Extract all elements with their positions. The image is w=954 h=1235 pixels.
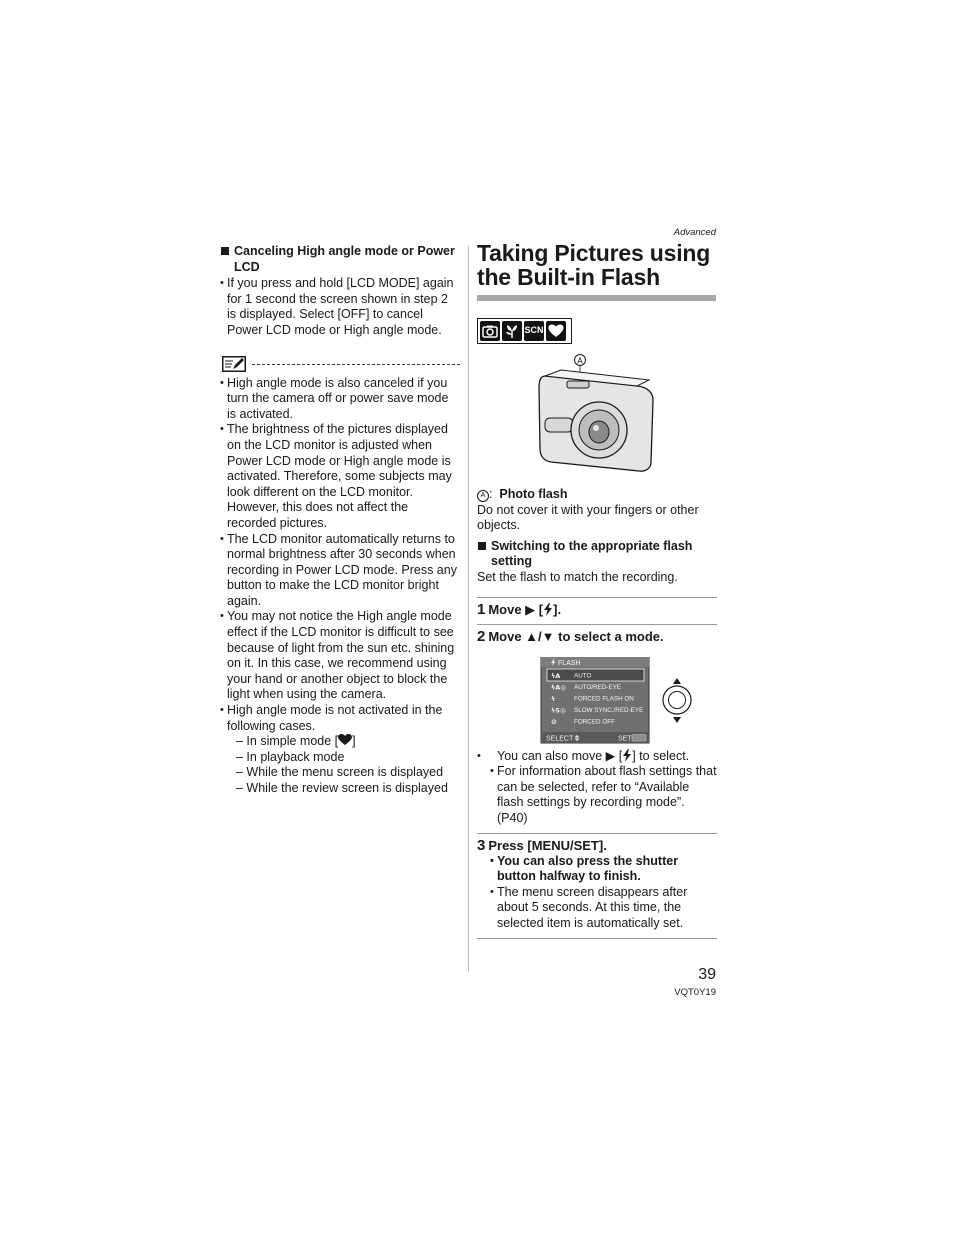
flash-icon <box>622 749 632 762</box>
camera-drawing <box>477 350 717 484</box>
menu-item-label[interactable]: FORCED OFF <box>574 718 615 726</box>
section-tag: Advanced <box>673 227 716 238</box>
menu-footer-set: SET <box>618 735 632 743</box>
dashed-rule <box>252 364 460 365</box>
step-2 <box>477 624 717 645</box>
case-item: – While the menu screen is displayed <box>236 765 444 780</box>
cancel-heading: Canceling High angle mode or Power LCD <box>220 244 460 275</box>
title-line-1: Taking Pictures using <box>477 240 711 266</box>
step-3 <box>477 833 717 854</box>
document-code: VQT0Y19 <box>674 987 716 998</box>
title-line-2: the Built-in Flash <box>477 264 660 290</box>
camera-mode-icon <box>480 321 500 341</box>
mode-icons-row <box>477 318 572 344</box>
menu-footer-select: SELECT <box>546 735 574 743</box>
callout-a-label: A <box>577 356 583 366</box>
right-column <box>477 241 717 939</box>
column-divider <box>468 246 469 972</box>
step-1-number: 1 <box>477 600 486 618</box>
menu-title: FLASH <box>558 659 581 667</box>
note-item: • The LCD monitor automatically returns to normal brightness after 30 seconds when recording in Power LCD mode. Press any button to make the LCD monitor bright again. <box>220 532 460 610</box>
case-item <box>220 734 460 750</box>
note-item: • High angle mode is also canceled if you turn the camera off or power save mode is activated. <box>220 376 460 423</box>
note-pencil-icon <box>222 356 246 372</box>
menu-item-icon: ϟ <box>551 694 556 703</box>
step-2-text: Move ▲/▼ to select a mode. <box>488 628 664 644</box>
menu-item-icon: ϟS◎ <box>551 706 566 715</box>
step-2-bullet-1 <box>477 749 717 765</box>
case-text-close: ] <box>352 734 356 749</box>
step-3-bottom-rule <box>477 938 717 939</box>
photo-flash-label: Photo flash <box>499 487 568 501</box>
page-title <box>477 241 717 289</box>
switch-heading: Switching to the appropriate flash setting <box>477 539 717 570</box>
menu-item-label[interactable]: AUTO <box>574 672 592 680</box>
step-3-text: Press [MENU/SET]. <box>488 837 607 853</box>
step-1-text: Move ▶ [ <box>488 601 544 617</box>
callout-a-marker: A <box>477 490 489 502</box>
cancel-bullet: • If you press and hold [LCD MODE] again for 1 second the screen shown in step 2 is displayed. Select [OFF] to cancel Power LCD mode or High angle mode. <box>220 276 460 338</box>
menu-item-label[interactable]: SLOW SYNC./RED-EYE <box>574 706 644 714</box>
case-item: – In playback mode <box>236 749 345 764</box>
step-3-number: 3 <box>477 836 486 854</box>
step-2-bullet-2: • For information about flash settings that can be selected, refer to “Available flash settings by recording mode”. (P40) <box>490 764 717 826</box>
menu-item-icon: ϟA◎ <box>551 683 566 692</box>
switch-desc: Set the flash to match the recording. <box>477 569 678 584</box>
step-3-bullet-2: • The menu screen disappears after about 5 seconds. At this time, the selected item is automatically set. <box>490 885 717 932</box>
flash-menu-screen <box>477 657 717 747</box>
simple-mode-icon <box>546 321 566 341</box>
menu-item-icon: ⊘ <box>551 717 557 726</box>
note-item: • High angle mode is not activated in the following cases. <box>220 703 460 734</box>
macro-mode-icon <box>502 321 522 341</box>
cursor-pad-icon <box>663 678 691 723</box>
photo-flash-caption: A : Photo flash <box>477 487 717 503</box>
menu-set-button-icon <box>632 734 646 741</box>
step-1 <box>477 597 717 618</box>
step-2-bullet-1-text: You can also move ▶ [ <box>497 748 623 763</box>
step-2-number: 2 <box>477 627 486 645</box>
menu-item-label[interactable]: AUTO/RED-EYE <box>574 683 622 691</box>
scn-mode-icon: SCN <box>524 321 544 341</box>
step-2-bullet-1-text-close: ] to select. <box>632 748 690 763</box>
menu-item-icon: ϟA <box>551 671 561 680</box>
note-item: • The brightness of the pictures displayed on the LCD monitor is adjusted when Power LCD mode or High angle mode is activated. Therefore, some subjects may look different on the LCD monitor. However, this does not affect the recorded pictures. <box>220 422 460 531</box>
flash-icon <box>543 603 553 616</box>
step-3-bullet-1: • You can also press the shutter button halfway to finish. <box>490 854 717 885</box>
page-number: 39 <box>698 966 716 983</box>
left-column <box>220 244 460 797</box>
flash-menu-figure <box>477 657 717 747</box>
simple-mode-heart-icon <box>338 734 352 746</box>
note-divider <box>220 356 460 373</box>
title-underline-bar <box>477 295 716 301</box>
camera-illustration <box>477 350 717 484</box>
note-item: • You may not notice the High angle mode effect if the LCD monitor is difficult to see because of light from the sun etc. shining on it. In this case, we recommend using your hand or another object to block the light when using the camera. <box>220 609 460 703</box>
menu-item-label[interactable]: FORCED FLASH ON <box>574 695 634 703</box>
photo-flash-desc: Do not cover it with your fingers or other objects. <box>477 502 699 533</box>
step-1-text-close: ]. <box>553 601 562 617</box>
case-item: – While the review screen is displayed <box>236 781 448 795</box>
case-text: – In simple mode [ <box>236 734 339 749</box>
